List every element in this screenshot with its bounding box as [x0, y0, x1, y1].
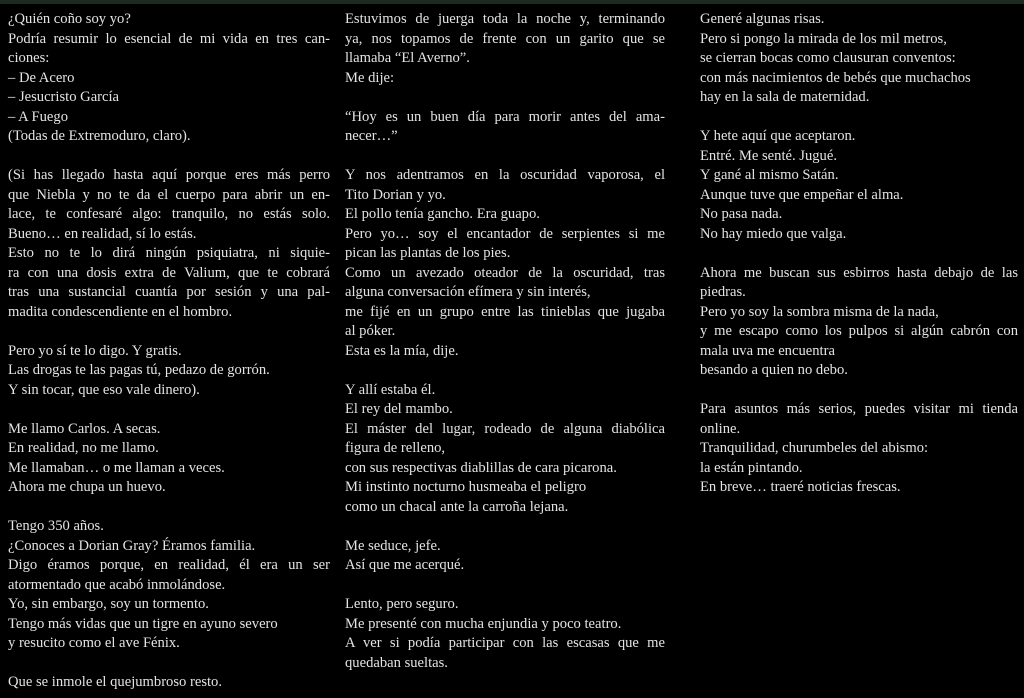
text-line: Pero yo… soy el encantador de serpientes si me — [345, 225, 665, 242]
text-line: ra con una dosis extra de Valium, que te cobrará — [8, 264, 330, 281]
text-line: Yo, sin embargo, soy un tormento. — [8, 596, 209, 612]
text-line: figura de relleno, — [345, 440, 446, 456]
paragraph-gap — [8, 498, 330, 518]
text-line: Mi instinto nocturno husmeaba el peligro — [345, 479, 587, 495]
text-line: Las drogas te las pagas tú, pedazo de gorrón. — [8, 362, 270, 378]
text-line: lace, te confesaré algo: tranquilo, no estás solo. — [8, 206, 330, 222]
text-line: Y sin tocar, que eso vale dinero). — [8, 381, 200, 398]
text-line: piedras. — [700, 284, 746, 300]
text-line: El rey del mambo. — [345, 401, 453, 417]
text-line: se cierran bocas como clausuran conventos: — [700, 50, 956, 66]
text-line: No hay miedo que valga. — [700, 225, 847, 242]
text-line: Pero yo soy la sombra misma de la nada, — [700, 303, 939, 320]
text-line: ciones: — [8, 50, 50, 66]
paragraph-gap — [700, 108, 1018, 128]
paragraph-gap — [345, 361, 665, 381]
text-line: Aunque tuve que empeñar el alma. — [700, 186, 904, 203]
text-line: (Todas de Extremoduro, claro). — [8, 128, 191, 144]
text-line: Tranquilidad, churumbeles del abismo: — [700, 440, 929, 456]
text-line: (Si has llegado hasta aquí porque eres más perro — [8, 167, 330, 183]
paragraph-gap — [700, 244, 1018, 264]
text-line: Para asuntos más serios, puedes visitar mi tienda — [700, 401, 1018, 417]
text-line: llamaba “El Averno”. — [345, 50, 470, 66]
text-line: Y hete aquí que aceptaron. — [700, 128, 856, 144]
paragraph-gap — [345, 147, 665, 167]
paragraph-gap — [8, 654, 330, 674]
text-line: Esto no te lo dirá ningún psiquiatra, ni siquie- — [8, 245, 330, 261]
text-line: ¿Conoces a Dorian Gray? Éramos familia. — [8, 537, 256, 554]
text-line: Lento, pero seguro. — [345, 596, 459, 612]
text-column-2 — [345, 10, 665, 673]
text-line: Me presenté con mucha enjundia y poco teatro. — [345, 615, 622, 632]
text-line: El pollo tenía gancho. Era guapo. — [345, 206, 540, 222]
text-line: A ver si podía participar con las escasas que me — [345, 635, 665, 651]
text-line: – A Fuego — [8, 108, 69, 125]
text-line: En realidad, no me llamo. — [8, 440, 159, 456]
text-line: que Niebla y no te da el cuerpo para abrir un en- — [8, 186, 330, 203]
text-line: Y allí estaba él. — [345, 381, 436, 398]
text-line: como un chacal ante la carroña lejana. — [345, 498, 569, 515]
text-line: – De Acero — [8, 69, 75, 86]
text-line: Me llamaban… o me llaman a veces. — [8, 459, 225, 476]
paragraph-gap — [8, 147, 330, 167]
paragraph-gap — [345, 517, 665, 537]
paragraph-gap — [8, 400, 330, 420]
text-line: Y gané al mismo Satán. — [700, 167, 839, 183]
text-line: tras una sustancial cuantía por sesión y una pal- — [8, 284, 330, 300]
text-column-1 — [8, 10, 330, 693]
text-line: Tengo 350 años. — [8, 518, 104, 534]
text-line: mala uva me encuentra — [700, 342, 835, 359]
text-line: Bueno… en realidad, sí lo estás. — [8, 225, 197, 242]
text-line: al póker. — [345, 323, 396, 339]
text-line: Tengo más vidas que un tigre en ayuno severo — [8, 615, 278, 632]
text-line: besando a quien no debo. — [700, 362, 848, 378]
text-line: ya, nos topamos de frente con un garito que se — [345, 30, 665, 47]
text-line: necer…” — [345, 128, 398, 144]
text-line: quedaban sueltas. — [345, 654, 448, 671]
text-line: online. — [700, 420, 741, 437]
text-line: Digo éramos porque, en realidad, él era un ser — [8, 557, 330, 573]
text-line: Ahora me chupa un huevo. — [8, 479, 166, 495]
text-line: ¿Quién coño soy yo? — [8, 11, 131, 27]
text-line: No pasa nada. — [700, 206, 783, 222]
text-line: y resucito como el ave Fénix. — [8, 635, 180, 651]
text-line: hay en la sala de maternidad. — [700, 89, 870, 105]
text-line: Entré. Me senté. Jugué. — [700, 147, 837, 164]
text-line: con sus respectivas diablillas de cara picarona. — [345, 459, 617, 476]
text-line: – Jesucristo García — [8, 89, 120, 105]
text-line: y me escapo como los pulpos si algún cabrón con — [700, 323, 1018, 339]
paragraph-gap — [8, 322, 330, 342]
text-line: me fijé en un grupo entre las tinieblas que jugaba — [345, 303, 665, 320]
text-line: Me dije: — [345, 69, 395, 86]
text-line: Como un avezado oteador de la oscuridad, tras — [345, 264, 665, 281]
paragraph-gap — [700, 381, 1018, 401]
text-line: pican las plantas de los pies. — [345, 245, 511, 261]
paragraph-gap — [345, 576, 665, 596]
text-line: Estuvimos de juerga toda la noche y, terminando — [345, 11, 665, 27]
text-line: Y nos adentramos en la oscuridad vaporosa, el — [345, 167, 665, 183]
text-line: atormentado que acabó inmolándose. — [8, 576, 226, 593]
text-line: Pero yo sí te lo digo. Y gratis. — [8, 342, 182, 359]
paragraph-gap — [345, 88, 665, 108]
text-line: Esta es la mía, dije. — [345, 342, 459, 359]
text-line: Generé algunas risas. — [700, 11, 825, 27]
text-line: Así que me acerqué. — [345, 557, 465, 573]
text-line: la están pintando. — [700, 459, 803, 476]
text-line: En breve… traeré noticias frescas. — [700, 479, 901, 495]
text-line: Podría resumir lo esencial de mi vida en tres can- — [8, 30, 330, 47]
text-line: Tito Dorian y yo. — [345, 186, 446, 203]
text-line: Ahora me buscan sus esbirros hasta debajo de las — [700, 264, 1018, 281]
text-line: alguna conversación efímera y sin interés, — [345, 284, 591, 300]
text-column-3 — [700, 10, 1018, 498]
text-line: “Hoy es un buen día para morir antes del ama- — [345, 108, 665, 125]
text-line: Me seduce, jefe. — [345, 537, 441, 554]
text-line: El máster del lugar, rodeado de alguna diabólica — [345, 420, 665, 437]
text-line: con más nacimientos de bebés que muchachos — [700, 69, 971, 86]
text-line: Me llamo Carlos. A secas. — [8, 420, 161, 437]
text-line: Pero si pongo la mirada de los mil metros, — [700, 30, 947, 47]
text-line: Que se inmole el quejumbroso resto. — [8, 674, 222, 690]
text-line: madita condescendiente en el hombro. — [8, 303, 233, 320]
